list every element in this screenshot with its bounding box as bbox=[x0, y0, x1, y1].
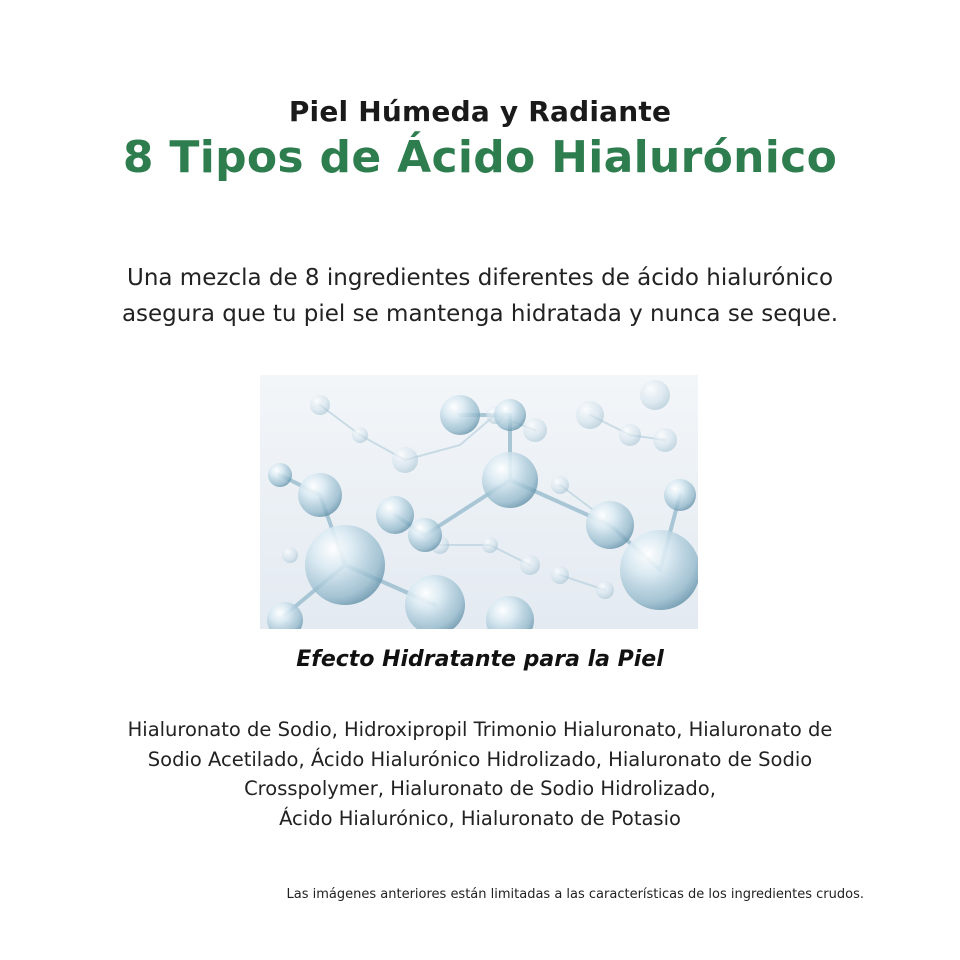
disclaimer-note: Las imágenes anteriores están limitadas a las características de los ingredientes crudos. bbox=[286, 887, 864, 902]
ingredients-line-4: Ácido Hialurónico, Hialuronato de Potasio bbox=[279, 806, 681, 830]
intro-line-1: Una mezcla de 8 ingredientes diferentes de ácido hialurónico bbox=[126, 265, 834, 291]
molecule-image bbox=[260, 375, 698, 629]
image-caption: Efecto Hidratante para la Piel bbox=[296, 647, 664, 672]
ingredients-line-3: Crosspolymer, Hialuronato de Sodio Hidrolizado, bbox=[244, 777, 716, 800]
page-title: 8 Tipos de Ácido Hialurónico bbox=[122, 132, 838, 183]
ingredients-list bbox=[90, 715, 870, 833]
ingredients-line-1: Hialuronato de Sodio, Hidroxipropil Trimonio Hialuronato, Hialuronato de bbox=[127, 718, 833, 741]
ingredients-line-2: Sodio Acetilado, Ácido Hialurónico Hidrolizado, Hialuronato de Sodio bbox=[147, 747, 813, 771]
intro-paragraph bbox=[80, 260, 880, 332]
page-subtitle: Piel Húmeda y Radiante bbox=[288, 95, 672, 128]
intro-line-2: asegura que tu piel se mantenga hidratada y nunca se seque. bbox=[121, 301, 839, 327]
